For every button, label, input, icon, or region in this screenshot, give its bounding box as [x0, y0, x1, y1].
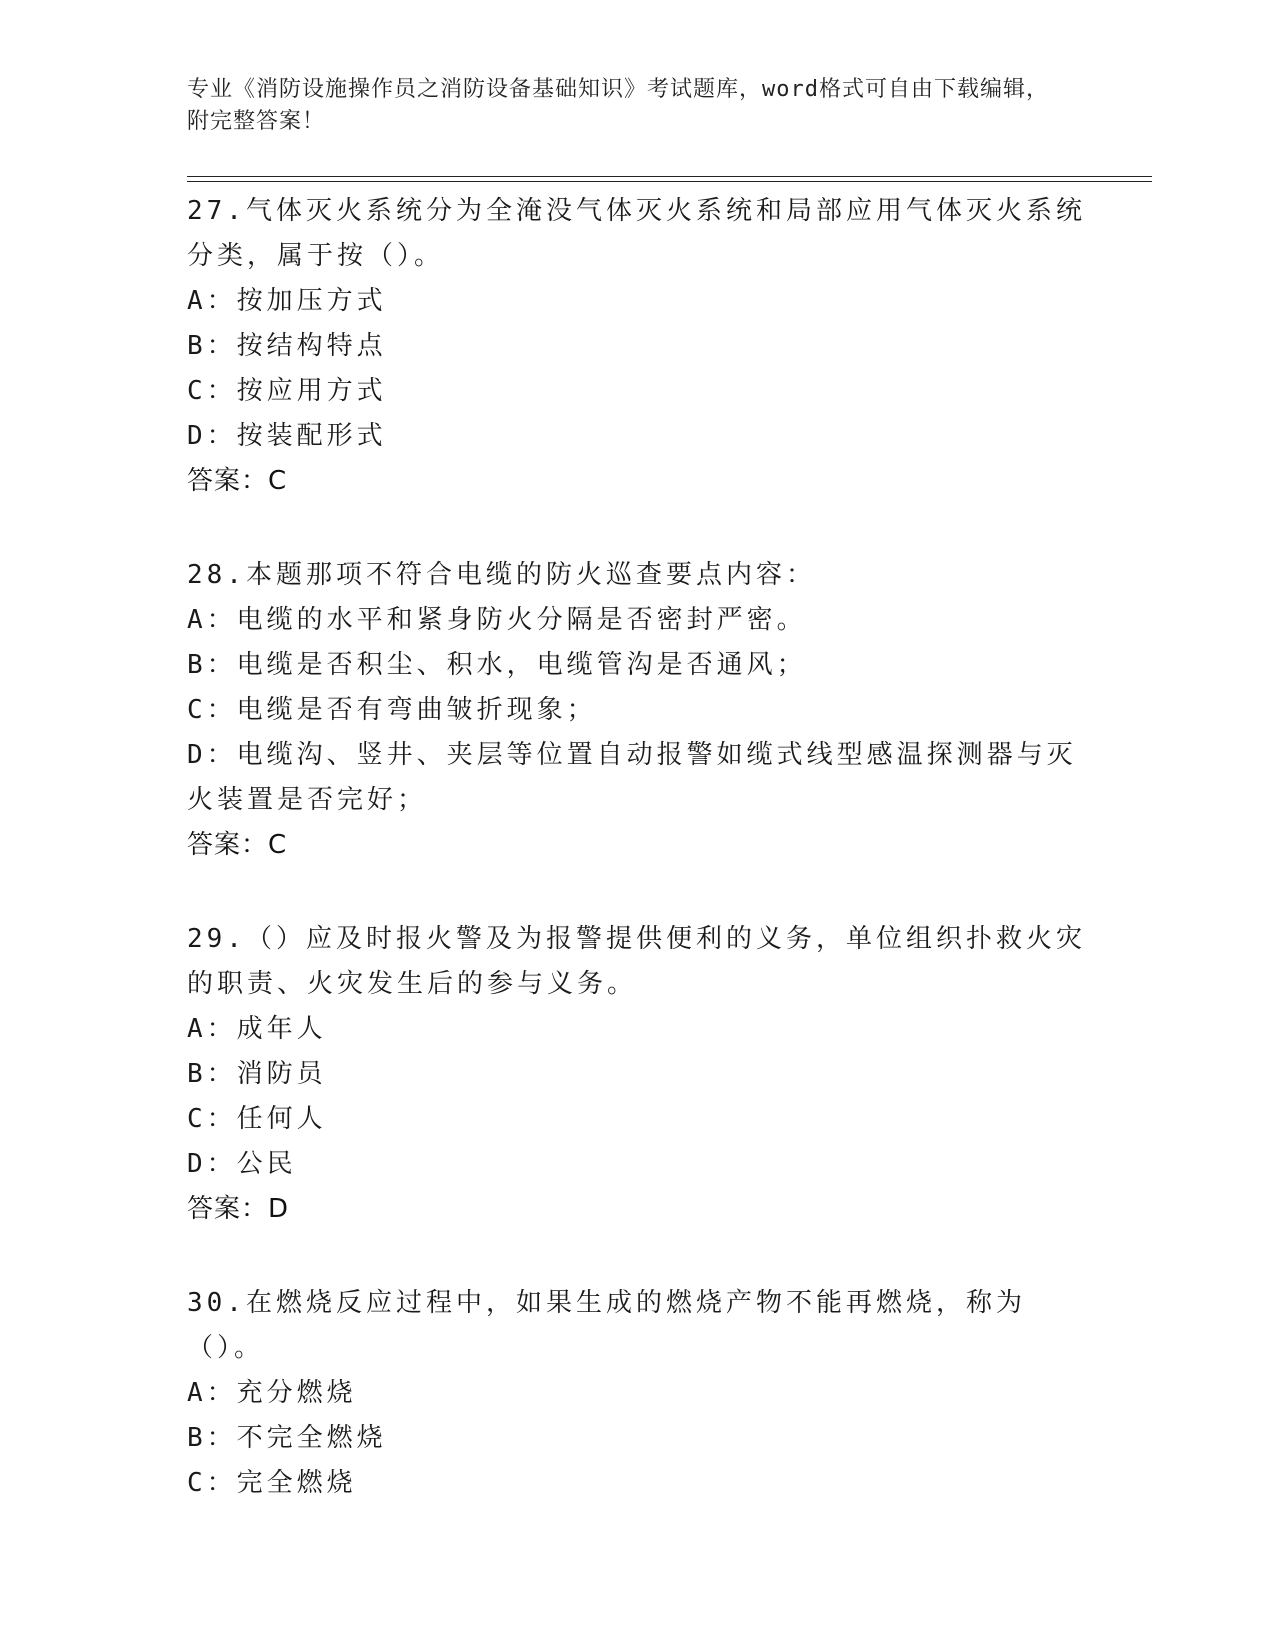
option-c: C：电缆是否有弯曲皱折现象； — [187, 695, 597, 725]
question-stem: 30.在燃烧反应过程中，如果生成的燃烧产物不能再燃烧，称为（）。 — [187, 1288, 1026, 1363]
option-b: B：电缆是否积尘、积水，电缆管沟是否通风； — [187, 650, 807, 680]
question-stem: 29.（）应及时报火警及为报警提供便利的义务，单位组织扑救火灾的职责、火灾发生后的参与义务。 — [187, 924, 1086, 999]
header-divider-bottom — [187, 181, 1152, 182]
option-c: C：完全燃烧 — [187, 1468, 357, 1498]
option-d: D：按装配形式 — [187, 421, 387, 451]
answer-line: 答案：C — [187, 466, 288, 496]
option-a: A：成年人 — [187, 1014, 327, 1044]
document-header-note: 专业《消防设施操作员之消防设备基础知识》考试题库，word格式可自由下载编辑，附完整答案！ — [187, 77, 1049, 134]
question-28 — [187, 553, 1087, 868]
option-d: D：电缆沟、竖井、夹层等位置自动报警如缆式线型感温探测器与灭火装置是否完好； — [187, 740, 1077, 815]
question-29 — [187, 917, 1087, 1232]
option-c: C：任何人 — [187, 1104, 327, 1134]
answer-line: 答案：C — [187, 830, 288, 860]
question-30 — [187, 1281, 1087, 1506]
option-a: A：电缆的水平和紧身防火分隔是否密封严密。 — [187, 605, 807, 635]
answer-line: 答案：D — [187, 1194, 290, 1224]
question-stem: 27.气体灭火系统分为全淹没气体灭火系统和局部应用气体灭火系统分类，属于按（）。 — [187, 196, 1086, 271]
option-b: B：不完全燃烧 — [187, 1423, 387, 1453]
option-a: A：充分燃烧 — [187, 1378, 357, 1408]
option-c: C：按应用方式 — [187, 376, 387, 406]
question-27 — [187, 189, 1087, 504]
option-a: A：按加压方式 — [187, 286, 387, 316]
option-b: B：消防员 — [187, 1059, 327, 1089]
question-stem: 28.本题那项不符合电缆的防火巡查要点内容： — [187, 560, 816, 590]
header-divider-top — [187, 176, 1152, 177]
option-d: D：公民 — [187, 1149, 297, 1179]
option-b: B：按结构特点 — [187, 331, 387, 361]
